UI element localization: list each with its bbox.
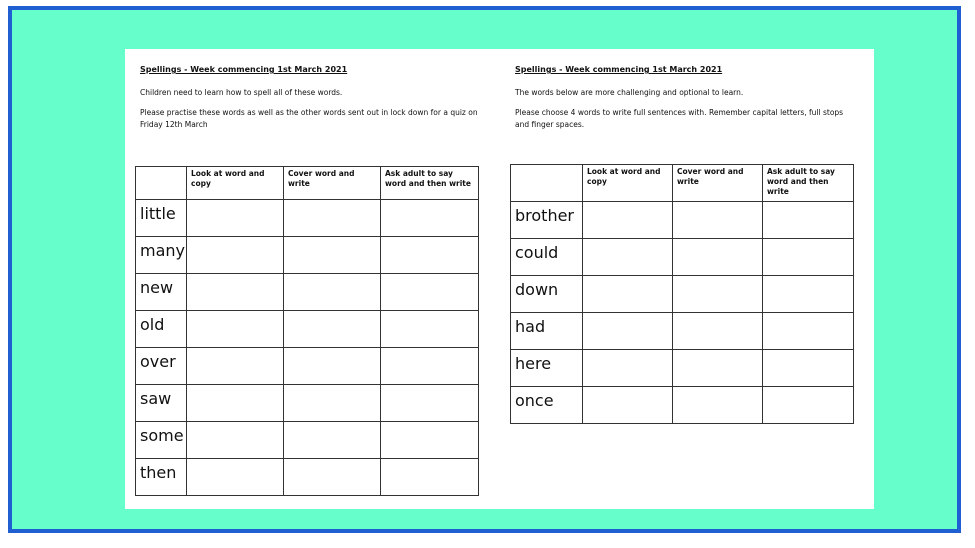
spelling-word: some <box>136 422 187 459</box>
table-header-row <box>511 165 854 202</box>
answer-cell[interactable] <box>381 311 479 348</box>
answer-cell[interactable] <box>284 385 381 422</box>
table-row <box>136 348 479 385</box>
answer-cell[interactable] <box>381 422 479 459</box>
table-header-row <box>136 167 479 200</box>
spelling-word: once <box>511 387 583 424</box>
answer-cell[interactable] <box>673 202 763 239</box>
instructions-2: Please practise these words as well as the other words sent out in lock down for a quiz on Friday 12th March <box>140 108 478 129</box>
instructions-2: Please choose 4 words to write full sentences with. Remember capital letters, full stops and finger spaces. <box>515 108 844 129</box>
table-row <box>511 350 854 387</box>
answer-cell[interactable] <box>381 274 479 311</box>
spelling-table <box>135 166 479 496</box>
spelling-word: down <box>511 276 583 313</box>
panel-title: Spellings - Week commencing 1st March 2021 <box>515 65 723 74</box>
header-cover: Cover word and write <box>673 165 763 202</box>
worksheet <box>125 49 874 509</box>
spelling-word: saw <box>136 385 187 422</box>
answer-cell[interactable] <box>187 459 284 496</box>
header-word <box>136 167 187 200</box>
answer-cell[interactable] <box>187 274 284 311</box>
answer-cell[interactable] <box>187 237 284 274</box>
spelling-word: many <box>136 237 187 274</box>
spelling-word: over <box>136 348 187 385</box>
answer-cell[interactable] <box>673 387 763 424</box>
header-adult: Ask adult to say word and then write <box>381 167 479 200</box>
answer-cell[interactable] <box>284 311 381 348</box>
answer-cell[interactable] <box>284 237 381 274</box>
header-copy: Look at word and copy <box>187 167 284 200</box>
table-row <box>511 276 854 313</box>
spelling-word: could <box>511 239 583 276</box>
answer-cell[interactable] <box>187 422 284 459</box>
answer-cell[interactable] <box>763 276 854 313</box>
panel-title: Spellings - Week commencing 1st March 2021 <box>140 65 348 74</box>
answer-cell[interactable] <box>381 200 479 237</box>
answer-cell[interactable] <box>673 350 763 387</box>
answer-cell[interactable] <box>284 274 381 311</box>
answer-cell[interactable] <box>763 202 854 239</box>
answer-cell[interactable] <box>763 350 854 387</box>
table-row <box>136 274 479 311</box>
answer-cell[interactable] <box>187 385 284 422</box>
answer-cell[interactable] <box>673 313 763 350</box>
table-row <box>136 459 479 496</box>
instructions-1: The words below are more challenging and optional to learn. <box>515 88 744 97</box>
answer-cell[interactable] <box>381 237 479 274</box>
table-row <box>511 239 854 276</box>
answer-cell[interactable] <box>381 348 479 385</box>
answer-cell[interactable] <box>583 276 673 313</box>
spelling-table <box>510 164 854 424</box>
answer-cell[interactable] <box>583 239 673 276</box>
table-row <box>511 387 854 424</box>
spelling-word: had <box>511 313 583 350</box>
answer-cell[interactable] <box>583 387 673 424</box>
answer-cell[interactable] <box>583 350 673 387</box>
answer-cell[interactable] <box>187 200 284 237</box>
answer-cell[interactable] <box>187 348 284 385</box>
answer-cell[interactable] <box>763 313 854 350</box>
answer-cell[interactable] <box>673 276 763 313</box>
table-row <box>511 202 854 239</box>
answer-cell[interactable] <box>763 387 854 424</box>
header-copy: Look at word and copy <box>583 165 673 202</box>
spelling-word: then <box>136 459 187 496</box>
answer-cell[interactable] <box>284 459 381 496</box>
answer-cell[interactable] <box>381 459 479 496</box>
table-row <box>136 311 479 348</box>
answer-cell[interactable] <box>763 239 854 276</box>
answer-cell[interactable] <box>284 422 381 459</box>
table-row <box>511 313 854 350</box>
table-row <box>136 385 479 422</box>
answer-cell[interactable] <box>583 202 673 239</box>
header-word <box>511 165 583 202</box>
header-cover: Cover word and write <box>284 167 381 200</box>
slide-frame <box>8 6 961 533</box>
answer-cell[interactable] <box>187 311 284 348</box>
instructions-1: Children need to learn how to spell all of these words. <box>140 88 343 97</box>
table-row <box>136 200 479 237</box>
header-adult: Ask adult to say word and then write <box>763 165 854 202</box>
spelling-word: new <box>136 274 187 311</box>
spelling-word: brother <box>511 202 583 239</box>
answer-cell[interactable] <box>583 313 673 350</box>
answer-cell[interactable] <box>284 200 381 237</box>
spelling-word: old <box>136 311 187 348</box>
table-row <box>136 422 479 459</box>
table-row <box>136 237 479 274</box>
answer-cell[interactable] <box>284 348 381 385</box>
spelling-word: here <box>511 350 583 387</box>
answer-cell[interactable] <box>381 385 479 422</box>
spelling-word: little <box>136 200 187 237</box>
answer-cell[interactable] <box>673 239 763 276</box>
